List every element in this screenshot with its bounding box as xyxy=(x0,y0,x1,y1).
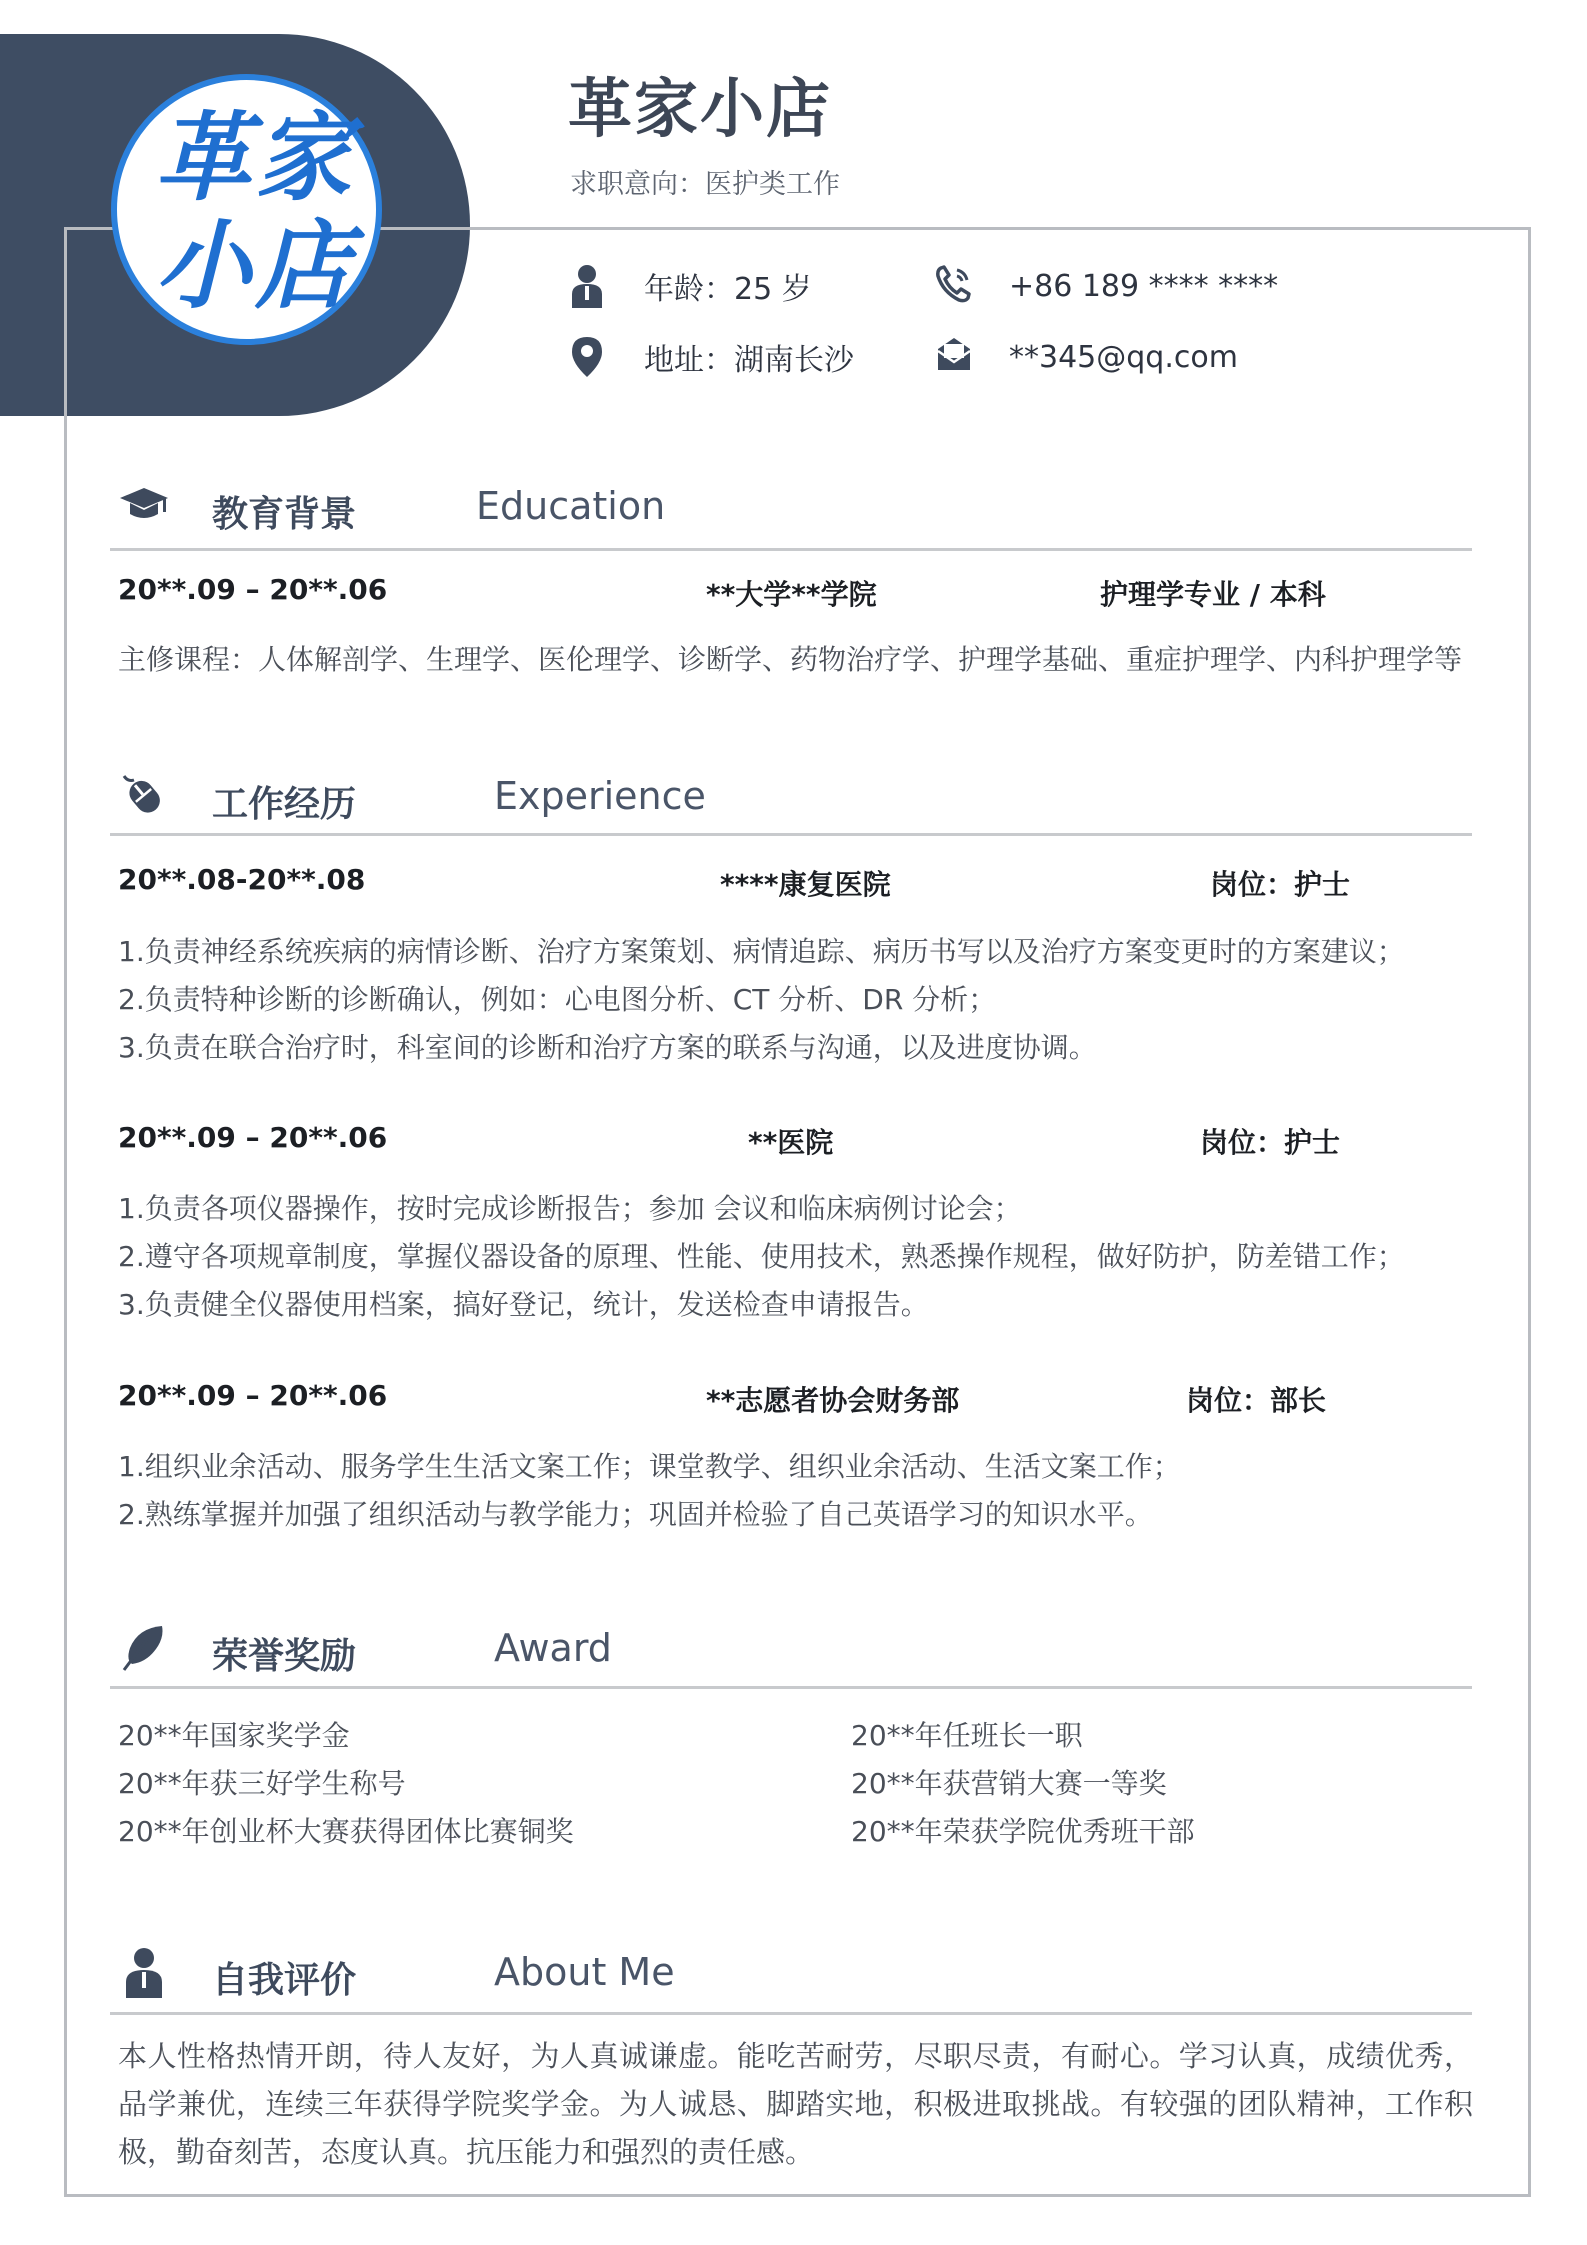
job-duty: 2.熟练掌握并加强了组织活动与教学能力；巩固并检验了自己英语学习的知识水平。 xyxy=(118,1498,1153,1531)
leaf-icon xyxy=(118,1622,170,1674)
phone-icon xyxy=(935,264,973,308)
mail-icon xyxy=(935,335,973,379)
job-position: 岗位：护士 xyxy=(1200,1126,1341,1159)
age-text: 年龄：25 岁 xyxy=(644,272,812,307)
section-title-cn: 荣誉奖励 xyxy=(212,1636,357,1677)
job-org: **志愿者协会财务部 xyxy=(706,1384,960,1417)
section-awards xyxy=(118,1622,612,1677)
job-duty: 1.组织业余活动、服务学生生活文案工作；课堂教学、组织业余活动、生活文案工作； xyxy=(118,1450,1181,1483)
job-org: ****康复医院 xyxy=(720,868,891,901)
section-divider xyxy=(110,1686,1472,1689)
person-icon xyxy=(570,264,608,308)
section-title-en: About Me xyxy=(494,1950,675,1994)
section-title-cn: 工作经历 xyxy=(212,784,357,825)
contact-age xyxy=(570,264,812,308)
section-education xyxy=(118,480,666,535)
job-period: 20**.08-20**.08 xyxy=(118,863,366,896)
logo-char: 革 xyxy=(155,101,251,214)
job-duty: 3.负责健全仪器使用档案，搞好登记，统计，发送检查申请报告。 xyxy=(118,1288,929,1321)
section-divider xyxy=(110,548,1472,551)
section-title-en: Award xyxy=(494,1626,612,1670)
section-experience xyxy=(118,770,706,825)
job-period: 20**.09 – 20**.06 xyxy=(118,1379,388,1412)
job-org: **医院 xyxy=(748,1126,834,1159)
logo-char: 家 xyxy=(255,101,351,214)
section-title-cn: 教育背景 xyxy=(212,494,357,535)
logo-badge xyxy=(111,74,382,345)
graduation-cap-icon xyxy=(118,480,170,532)
section-divider xyxy=(110,833,1472,836)
contact-address xyxy=(570,335,854,379)
award-item: 20**年创业杯大赛获得团体比赛铜奖 xyxy=(118,1815,574,1848)
job-position: 岗位：部长 xyxy=(1186,1384,1327,1417)
education-courses: 主修课程：人体解剖学、生理学、医伦理学、诊断学、药物治疗学、护理学基础、重症护理学、内科护理学等 xyxy=(118,643,1463,676)
education-school: **大学**学院 xyxy=(706,578,877,611)
award-item: 20**年国家奖学金 xyxy=(118,1719,350,1752)
email-text: **345@qq.com xyxy=(1009,339,1238,375)
job-position: 岗位：护士 xyxy=(1210,868,1351,901)
job-duty: 2.负责特种诊断的诊断确认，例如：心电图分析、CT 分析、DR 分析； xyxy=(118,983,997,1016)
contact-phone xyxy=(935,264,1278,308)
award-item: 20**年任班长一职 xyxy=(851,1719,1083,1752)
award-item: 20**年获营销大赛一等奖 xyxy=(851,1767,1167,1800)
address-text: 地址：湖南长沙 xyxy=(644,343,854,378)
section-title-cn: 自我评价 xyxy=(212,1960,357,2001)
person-icon xyxy=(118,1946,170,1998)
job-duty: 1.负责各项仪器操作，按时完成诊断报告；参加 会议和临床病例讨论会； xyxy=(118,1192,1022,1225)
mouse-icon xyxy=(118,770,170,822)
job-period: 20**.09 – 20**.06 xyxy=(118,1121,388,1154)
contact-email xyxy=(935,335,1238,379)
logo-char: 店 xyxy=(255,209,351,322)
section-title-en: Education xyxy=(476,484,666,528)
section-title-en: Experience xyxy=(494,774,706,818)
job-duty: 3.负责在联合治疗时，科室间的诊断和治疗方案的联系与沟通，以及进度协调。 xyxy=(118,1031,1097,1064)
about-text: 本人性格热情开朗，待人友好，为人真诚谦虚。能吃苦耐劳，尽职尽责，有耐心。学习认真，成绩优秀，品学兼优，连续三年获得学院奖学金。为人诚恳、脚踏实地，积极进取挑战。有较强的团队精神，工作积极，勤奋刻苦，态度认真。抗压能力和强烈的责任感。 xyxy=(118,2039,1473,2169)
education-major: 护理学专业 / 本科 xyxy=(1100,578,1326,611)
section-about xyxy=(118,1946,675,2001)
section-divider xyxy=(110,2012,1472,2015)
job-duty: 2.遵守各项规章制度，掌握仪器设备的原理、性能、使用技术，熟悉操作规程，做好防护，防差错工作； xyxy=(118,1240,1405,1273)
location-pin-icon xyxy=(570,335,608,379)
logo-char: 小 xyxy=(155,209,251,322)
phone-text: +86 189 **** **** xyxy=(1009,268,1279,304)
job-duty: 1.负责神经系统疾病的病情诊断、治疗方案策划、病情追踪、病历书写以及治疗方案变更时的方案建议； xyxy=(118,935,1405,968)
job-intent: 求职意向：医护类工作 xyxy=(570,169,840,200)
education-period: 20**.09 – 20**.06 xyxy=(118,573,388,606)
award-item: 20**年荣获学院优秀班干部 xyxy=(851,1815,1195,1848)
award-item: 20**年获三好学生称号 xyxy=(118,1767,406,1800)
candidate-name: 革家小店 xyxy=(568,73,832,147)
